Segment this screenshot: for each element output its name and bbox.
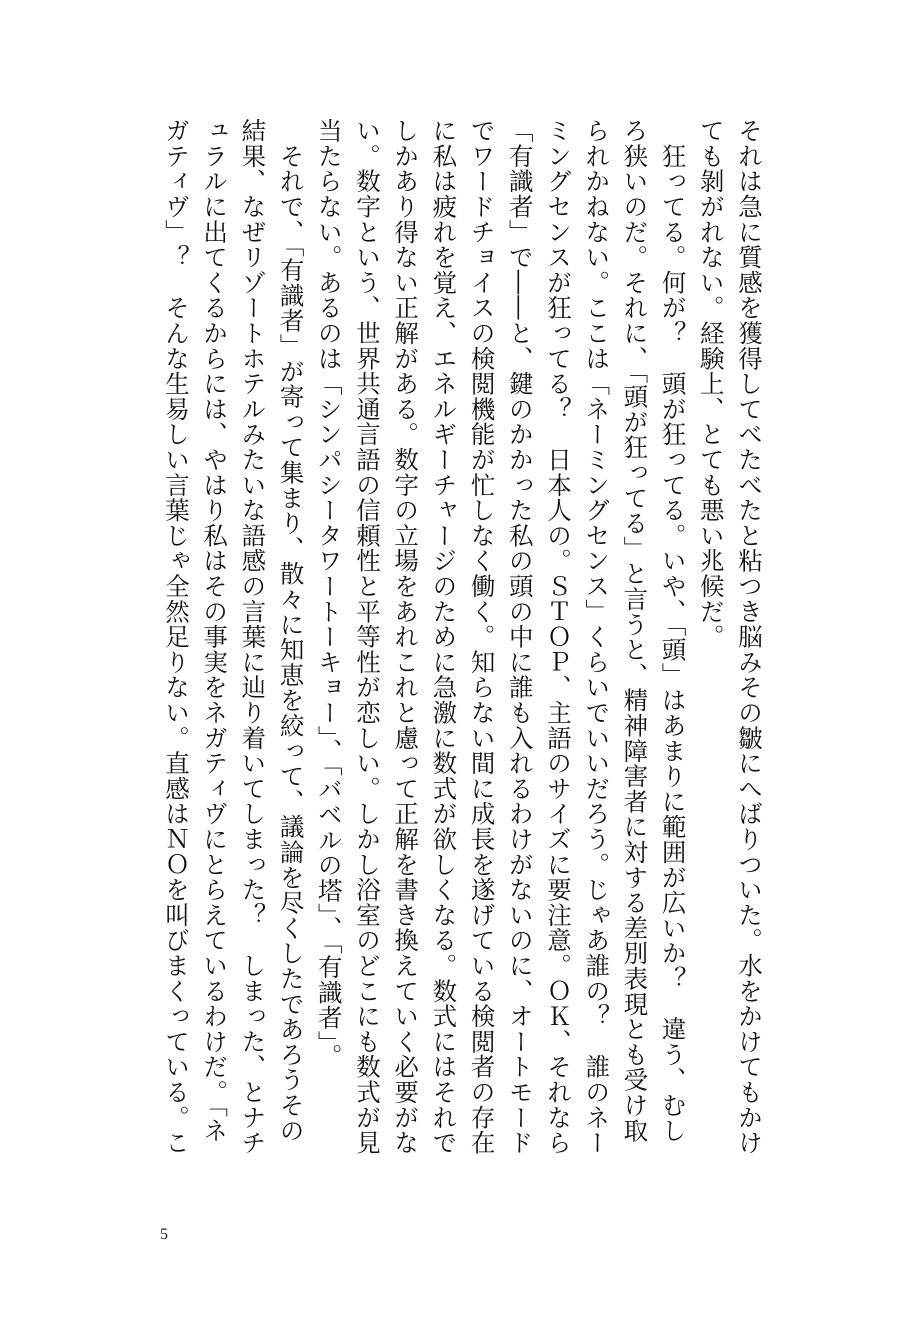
text-line: 当たらない。あるのは「シンパシータワートーキョー」、「バベルの塔」、「有識者」。 (314, 118, 344, 1069)
text-line: 狂ってる。何が？ 頭が狂ってる。いや、「頭」はあまりに範囲が広いか？ 違う、むし (658, 118, 688, 1144)
text-line: い。数字という、世界共通言語の信頼性と平等性が恋しい。しかし浴室のどこにも数式が見 (352, 118, 382, 1156)
text-line: ガティヴ」？ そんな生易しい言葉じゃ全然足りない。直感はＮＯを叫びまくっている。こ (161, 118, 191, 1156)
text-line: ろ狭いのだ。それに、「頭が狂ってる」と言うと、精神障害者に対する差別表現とも受け取 (620, 118, 650, 1144)
text-line: ュラルに出てくるからには、やはり私はその事実をネガティヴにとらえているわけだ。「ネ (200, 118, 230, 1144)
text-line: 結果、なぜリゾートホテルみたいな語感の言葉に辿り着いてしまった？ しまった、とナチ (238, 118, 268, 1156)
text-line: 「有識者」で――と、鍵のかかった私の頭の中に誰も入れるわけがないのに、オートモード (505, 118, 535, 1156)
text-line: ても剝がれない。経験上、とても悪い兆候だ。 (696, 118, 726, 650)
text-line: それで、「有識者」が寄って集まり、散々に知恵を絞って、議論を尽くしたであろうその (276, 118, 306, 1144)
text-line: ミングセンスが狂ってる？ 日本人の。ＳＴＯＰ、主語のサイズに要注意。ＯＫ、それなら (543, 118, 573, 1156)
vertical-text-block (157, 118, 768, 1156)
page-number: 5 (160, 1226, 168, 1243)
text-line: しかあり得ない正解がある。数字の立場をあれこれと慮って正解を書き換えていく必要がな (391, 118, 421, 1156)
text-line: でワードチョイスの検閲機能が忙しなく働く。知らない間に成長を遂げている検閲者の存在 (467, 118, 497, 1156)
text-line: それは急に質感を獲得してべたべたと粘つき脳みその皺にへばりついた。水をかけてもかけ (735, 118, 764, 1156)
text-line: に私は疲れを覚え、エネルギーチャージのために急激に数式が欲しくなる。数式にはそれで (429, 118, 459, 1156)
text-line: られかねない。ここは「ネーミングセンス」くらいでいいだろう。じゃあ誰の？ 誰のネー (582, 118, 612, 1156)
